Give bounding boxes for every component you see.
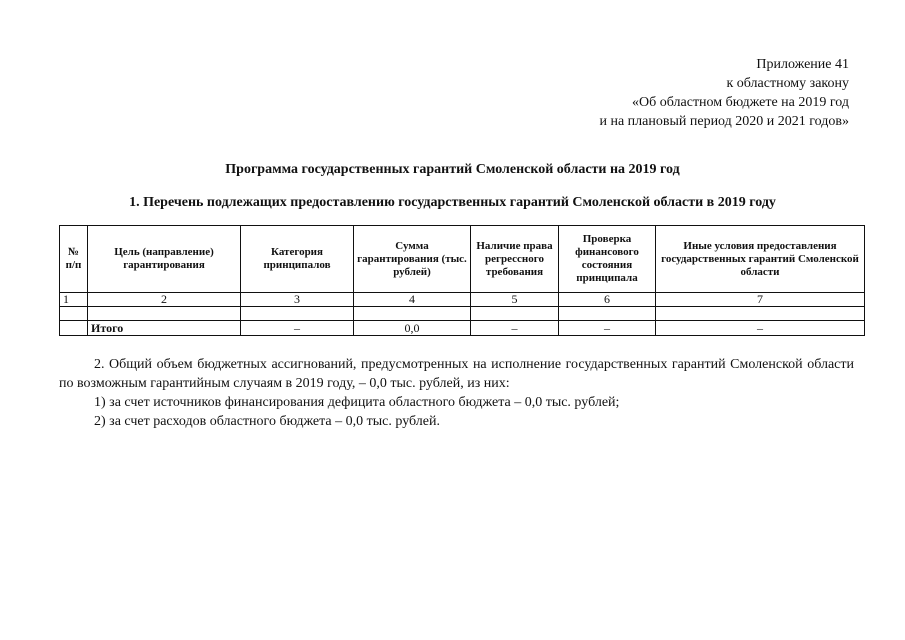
empty-cell [656, 307, 865, 321]
program-title: Программа государственных гарантий Смоленской области на 2019 год [225, 162, 680, 177]
header-number: № п/п [60, 226, 88, 293]
numbering-cell: 7 [656, 293, 865, 307]
empty-cell [354, 307, 471, 321]
empty-cell [559, 307, 656, 321]
numbering-cell: 4 [354, 293, 471, 307]
numbering-row [60, 293, 865, 307]
section-title: 1. Перечень подлежащих предоставлению государственных гарантий Смоленской области в 2019 году [129, 195, 776, 210]
paragraph-budget-expenses: 2) за счет расходов областного бюджета – 0,0 тыс. рублей. [94, 414, 440, 429]
total-cell: – [471, 321, 559, 336]
guarantees-table [59, 225, 865, 336]
paragraph-deficit-sources: 1) за счет источников финансирования дефицита областного бюджета – 0,0 тыс. рублей; [94, 395, 620, 410]
header-guarantee-amount: Сумма гарантирования (тыс. рублей) [354, 226, 471, 293]
paragraph-total-allocations: 2. Общий объем бюджетных ассигнований, предусмотренных на исполнение государственных гарантий Смоленской области по возможным гарантийным случаям в 2019 году, – 0,0 тыс. рублей, из них: [59, 357, 854, 391]
empty-cell [60, 307, 88, 321]
appendix-line-4: и на плановый период 2020 и 2021 годов» [599, 114, 849, 129]
total-cell [60, 321, 88, 336]
total-amount: 0,0 [354, 321, 471, 336]
total-cell: – [559, 321, 656, 336]
numbering-cell: 3 [241, 293, 354, 307]
header-row [60, 226, 865, 293]
total-row [60, 321, 865, 336]
total-label: Итого [88, 321, 241, 336]
empty-cell [88, 307, 241, 321]
total-cell: – [241, 321, 354, 336]
header-recourse-right: Наличие права регрессного требования [471, 226, 559, 293]
appendix-line-3: «Об областном бюджете на 2019 год [632, 95, 849, 110]
empty-cell [471, 307, 559, 321]
numbering-cell: 2 [88, 293, 241, 307]
numbering-cell: 1 [60, 293, 88, 307]
appendix-line-2: к областному закону [726, 76, 849, 91]
total-cell: – [656, 321, 865, 336]
header-financial-check: Проверка финансового состояния принципала [559, 226, 656, 293]
appendix-header [599, 55, 849, 131]
empty-cell [241, 307, 354, 321]
header-purpose: Цель (направление) гарантирования [88, 226, 241, 293]
header-principal-category: Категория принципалов [241, 226, 354, 293]
numbering-cell: 6 [559, 293, 656, 307]
empty-row [60, 307, 865, 321]
appendix-line-1: Приложение 41 [756, 57, 849, 72]
header-other-conditions: Иные условия предоставления государственных гарантий Смоленской области [656, 226, 865, 293]
numbering-cell: 5 [471, 293, 559, 307]
